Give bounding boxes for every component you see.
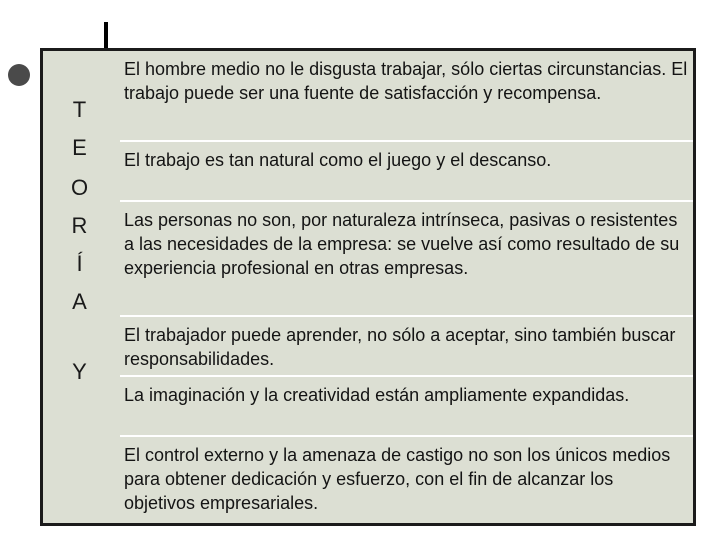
- theory-letter-e: E: [72, 135, 87, 160]
- theory-y-table: [40, 48, 696, 526]
- statement-row: El hombre medio no le disgusta trabajar, sólo ciertas circunstancias. El trabajo puede ser una fuente de satisfacción y recompensa.: [120, 51, 693, 142]
- theory-letter-t: T: [72, 97, 87, 122]
- theory-label-column: [43, 51, 116, 523]
- statement-row: El control externo y la amenaza de castigo no son los únicos medios para obtener dedicación y esfuerzo, con el fin de alcanzar los objetivos empresariales.: [124, 445, 671, 513]
- statement-row: Las personas no son, por naturaleza intrínseca, pasivas o resistentes a las necesidades de la empresa: se vuelve así como resultado de su experiencia profesional en otras empresas.: [120, 202, 693, 317]
- statement-row: El trabajador puede aprender, no sólo a aceptar, sino también buscar responsabilidades.: [120, 317, 693, 377]
- statement-row: La imaginación y la creatividad están ampliamente expandidas.: [120, 377, 693, 437]
- bullet-dot: [8, 64, 30, 86]
- theory-letter-o: O: [70, 175, 89, 200]
- theory-letter-r: R: [71, 213, 88, 238]
- statement-row: El trabajo es tan natural como el juego y el descanso.: [120, 142, 693, 202]
- theory-letter-y: Y: [72, 359, 87, 384]
- statements-column: [120, 51, 693, 523]
- theory-letter-i: Í: [76, 251, 83, 276]
- theory-letter-a: A: [72, 289, 87, 314]
